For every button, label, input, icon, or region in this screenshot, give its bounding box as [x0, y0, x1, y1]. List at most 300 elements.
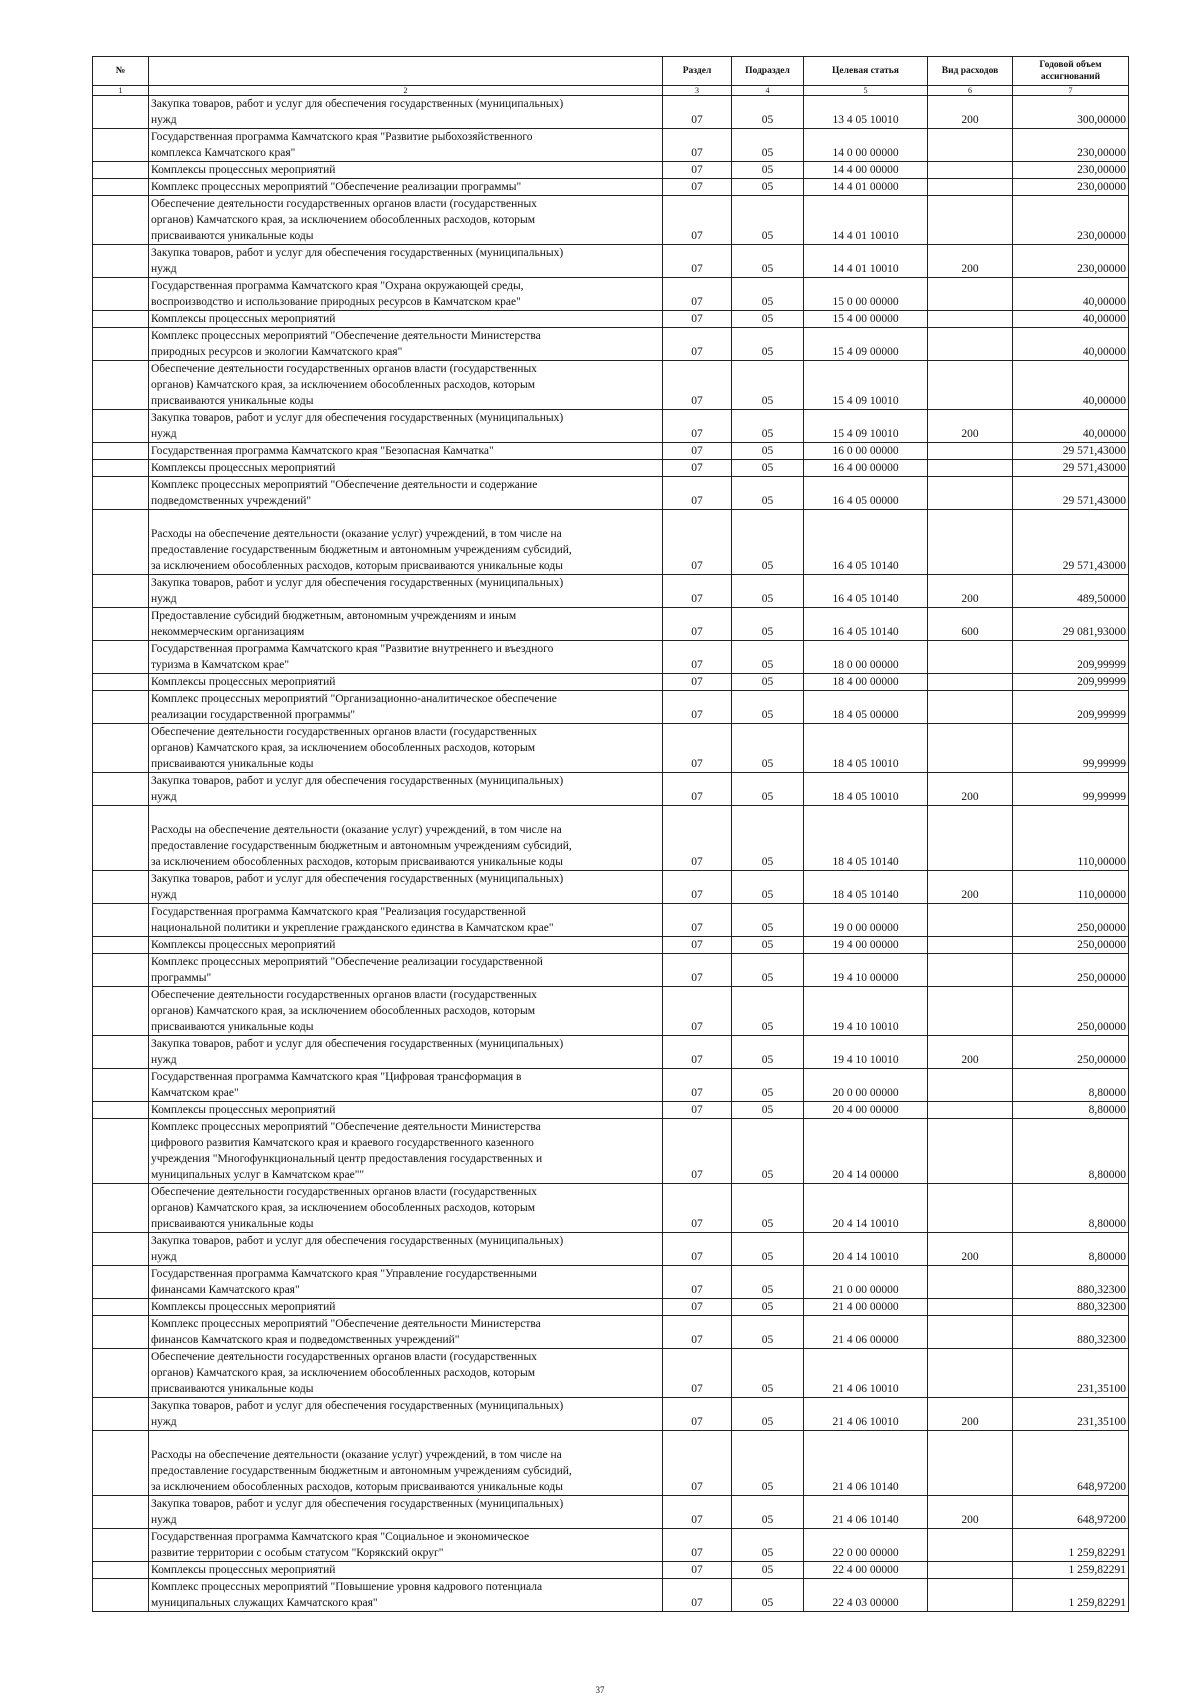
cell-vid: 600 — [928, 608, 1013, 641]
cell-celevaya: 20 4 14 00000 — [804, 1119, 928, 1184]
cell-vid: 200 — [928, 1233, 1013, 1266]
table-row — [93, 1069, 1129, 1102]
cell-name: Государственная программа Камчатского края "Управление государственными финансами Камчатского края" — [149, 1266, 663, 1299]
cell-amount: 40,00000 — [1013, 410, 1129, 443]
table-row — [93, 691, 1129, 724]
cell-num — [93, 1579, 149, 1612]
cell-podrazdel: 05 — [732, 1069, 804, 1102]
cell-amount: 99,99999 — [1013, 724, 1129, 773]
cell-num — [93, 1069, 149, 1102]
cell-name: Комплексы процессных мероприятий — [149, 311, 663, 328]
header-celevaya: Целевая статья — [804, 57, 928, 86]
cell-podrazdel: 05 — [732, 179, 804, 196]
cell-razdel: 07 — [663, 1119, 732, 1184]
cell-name: Закупка товаров, работ и услуг для обеспечения государственных (муниципальных) нужд — [149, 245, 663, 278]
cell-podrazdel: 05 — [732, 1299, 804, 1316]
table-row — [93, 245, 1129, 278]
table-row — [93, 1233, 1129, 1266]
cell-amount: 250,00000 — [1013, 937, 1129, 954]
cell-celevaya: 14 4 01 00000 — [804, 179, 928, 196]
table-row — [93, 443, 1129, 460]
cell-celevaya: 22 4 03 00000 — [804, 1579, 928, 1612]
cell-razdel: 07 — [663, 179, 732, 196]
cell-razdel: 07 — [663, 806, 732, 871]
header-name — [149, 57, 663, 86]
table-row — [93, 773, 1129, 806]
cell-razdel: 07 — [663, 937, 732, 954]
cell-name: Закупка товаров, работ и услуг для обеспечения государственных (муниципальных) нужд — [149, 575, 663, 608]
cell-celevaya: 19 4 10 10010 — [804, 987, 928, 1036]
cell-celevaya: 15 4 00 00000 — [804, 311, 928, 328]
table-row — [93, 96, 1129, 129]
cell-vid — [928, 129, 1013, 162]
table-row — [93, 1579, 1129, 1612]
cell-podrazdel: 05 — [732, 443, 804, 460]
cell-celevaya: 20 4 14 10010 — [804, 1184, 928, 1233]
cell-name: Комплекс процессных мероприятий "Обеспечение реализации государственной программы" — [149, 954, 663, 987]
cell-podrazdel: 05 — [732, 162, 804, 179]
cell-podrazdel: 05 — [732, 806, 804, 871]
cell-podrazdel: 05 — [732, 1119, 804, 1184]
cell-podrazdel: 05 — [732, 904, 804, 937]
table-row — [93, 1562, 1129, 1579]
table-header-row — [93, 57, 1129, 86]
cell-razdel: 07 — [663, 443, 732, 460]
cell-vid — [928, 311, 1013, 328]
cell-name: Комплекс процессных мероприятий "Обеспечение деятельности Министерства природных ресурсов и экологии Камчатского края" — [149, 328, 663, 361]
cell-razdel: 07 — [663, 1184, 732, 1233]
cell-num — [93, 1529, 149, 1562]
cell-amount: 8,80000 — [1013, 1069, 1129, 1102]
cell-razdel: 07 — [663, 278, 732, 311]
cell-celevaya: 18 0 00 00000 — [804, 641, 928, 674]
cell-num — [93, 1266, 149, 1299]
cell-celevaya: 16 4 05 00000 — [804, 477, 928, 510]
cell-amount: 231,35100 — [1013, 1398, 1129, 1431]
cell-name: Государственная программа Камчатского края "Развитие внутреннего и въездного туризма в Камчатском крае" — [149, 641, 663, 674]
cell-name: Закупка товаров, работ и услуг для обеспечения государственных (муниципальных) нужд — [149, 1496, 663, 1529]
cell-vid — [928, 278, 1013, 311]
table-row — [93, 477, 1129, 510]
cell-name: Государственная программа Камчатского края "Безопасная Камчатка" — [149, 443, 663, 460]
cell-podrazdel: 05 — [732, 129, 804, 162]
cell-amount: 230,00000 — [1013, 179, 1129, 196]
cell-name: Комплексы процессных мероприятий — [149, 1102, 663, 1119]
cell-vid — [928, 1316, 1013, 1349]
cell-celevaya: 19 4 10 00000 — [804, 954, 928, 987]
table-row — [93, 179, 1129, 196]
cell-razdel: 07 — [663, 575, 732, 608]
table-row — [93, 1299, 1129, 1316]
cell-name: Закупка товаров, работ и услуг для обеспечения государственных (муниципальных) нужд — [149, 410, 663, 443]
cell-num — [93, 674, 149, 691]
cell-num — [93, 608, 149, 641]
header-num: № — [93, 57, 149, 86]
cell-amount: 209,99999 — [1013, 674, 1129, 691]
cell-name: Предоставление субсидий бюджетным, автономным учреждениям и иным некоммерческим организациям — [149, 608, 663, 641]
cell-podrazdel: 05 — [732, 311, 804, 328]
table-row — [93, 937, 1129, 954]
table-row — [93, 410, 1129, 443]
cell-celevaya: 14 4 01 10010 — [804, 196, 928, 245]
cell-celevaya: 21 0 00 00000 — [804, 1266, 928, 1299]
cell-podrazdel: 05 — [732, 987, 804, 1036]
cell-razdel: 07 — [663, 410, 732, 443]
cell-razdel: 07 — [663, 608, 732, 641]
cell-name: Расходы на обеспечение деятельности (оказание услуг) учреждений, в том числе на предоставление государственным бюджетным и автономным учреждениям субсидий, за исключением обособленных расходов, которым присваиваются уникальные коды — [149, 1431, 663, 1496]
cell-amount: 880,32300 — [1013, 1299, 1129, 1316]
cell-name: Комплексы процессных мероприятий — [149, 460, 663, 477]
cell-celevaya: 18 4 05 10010 — [804, 773, 928, 806]
cell-vid — [928, 477, 1013, 510]
cell-num — [93, 1299, 149, 1316]
cell-num — [93, 987, 149, 1036]
cell-vid — [928, 162, 1013, 179]
cell-podrazdel: 05 — [732, 1496, 804, 1529]
cell-razdel: 07 — [663, 129, 732, 162]
cell-razdel: 07 — [663, 674, 732, 691]
cell-amount: 250,00000 — [1013, 987, 1129, 1036]
cell-celevaya: 21 4 06 10010 — [804, 1349, 928, 1398]
cell-celevaya: 16 4 05 10140 — [804, 510, 928, 575]
cell-name: Государственная программа Камчатского края "Цифровая трансформация в Камчатском крае" — [149, 1069, 663, 1102]
table-row — [93, 987, 1129, 1036]
cell-num — [93, 129, 149, 162]
cell-name: Закупка товаров, работ и услуг для обеспечения государственных (муниципальных) нужд — [149, 1398, 663, 1431]
cell-celevaya: 14 0 00 00000 — [804, 129, 928, 162]
cell-amount: 250,00000 — [1013, 904, 1129, 937]
cell-podrazdel: 05 — [732, 1102, 804, 1119]
cell-amount: 648,97200 — [1013, 1431, 1129, 1496]
cell-name: Комплексы процессных мероприятий — [149, 1562, 663, 1579]
cell-name: Расходы на обеспечение деятельности (оказание услуг) учреждений, в том числе на предоставление государственным бюджетным и автономным учреждениям субсидий, за исключением обособленных расходов, которым присваиваются уникальные коды — [149, 806, 663, 871]
cell-name: Закупка товаров, работ и услуг для обеспечения государственных (муниципальных) нужд — [149, 1036, 663, 1069]
cell-name: Комплекс процессных мероприятий "Обеспечение деятельности Министерства цифрового развития Камчатского края и краевого государственного казенного учреждения "Многофункциональный центр предоставления государственных и муниципальных услуг в Камчатском крае"" — [149, 1119, 663, 1184]
cell-vid: 200 — [928, 245, 1013, 278]
cell-podrazdel: 05 — [732, 937, 804, 954]
cell-name: Комплексы процессных мероприятий — [149, 937, 663, 954]
cell-vid — [928, 1562, 1013, 1579]
cell-num — [93, 96, 149, 129]
table-row — [93, 328, 1129, 361]
cell-name: Обеспечение деятельности государственных органов власти (государственных органов) Камчатского края, за исключением обособленных расходов, которым присваиваются уникальные коды — [149, 1349, 663, 1398]
cell-name: Расходы на обеспечение деятельности (оказание услуг) учреждений, в том числе на предоставление государственным бюджетным и автономным учреждениям субсидий, за исключением обособленных расходов, которым присваиваются уникальные коды — [149, 510, 663, 575]
cell-num — [93, 311, 149, 328]
header-vid: Вид расходов — [928, 57, 1013, 86]
cell-amount: 110,00000 — [1013, 806, 1129, 871]
cell-num — [93, 1316, 149, 1349]
page-number: 37 — [595, 1685, 605, 1695]
table-row — [93, 575, 1129, 608]
cell-vid — [928, 954, 1013, 987]
cell-vid — [928, 904, 1013, 937]
table-row — [93, 806, 1129, 871]
cell-razdel: 07 — [663, 162, 732, 179]
cell-podrazdel: 05 — [732, 773, 804, 806]
cell-vid — [928, 1266, 1013, 1299]
cell-razdel: 07 — [663, 1036, 732, 1069]
cell-celevaya: 15 4 09 10010 — [804, 410, 928, 443]
cell-amount: 29 571,43000 — [1013, 477, 1129, 510]
table-row — [93, 1119, 1129, 1184]
table-row — [93, 724, 1129, 773]
cell-razdel: 07 — [663, 1398, 732, 1431]
cell-num — [93, 278, 149, 311]
cell-num — [93, 904, 149, 937]
cell-celevaya: 14 4 01 10010 — [804, 245, 928, 278]
budget-table — [92, 56, 1129, 1612]
column-number: 1 — [93, 86, 149, 96]
table-row — [93, 674, 1129, 691]
cell-celevaya: 21 4 06 10010 — [804, 1398, 928, 1431]
cell-celevaya: 15 4 09 10010 — [804, 361, 928, 410]
cell-podrazdel: 05 — [732, 674, 804, 691]
table-row — [93, 1496, 1129, 1529]
column-number: 6 — [928, 86, 1013, 96]
cell-celevaya: 21 4 00 00000 — [804, 1299, 928, 1316]
cell-num — [93, 245, 149, 278]
cell-podrazdel: 05 — [732, 641, 804, 674]
cell-podrazdel: 05 — [732, 245, 804, 278]
cell-vid — [928, 196, 1013, 245]
cell-podrazdel: 05 — [732, 196, 804, 245]
cell-razdel: 07 — [663, 196, 732, 245]
cell-razdel: 07 — [663, 510, 732, 575]
cell-celevaya: 18 4 00 00000 — [804, 674, 928, 691]
cell-vid: 200 — [928, 410, 1013, 443]
cell-razdel: 07 — [663, 773, 732, 806]
cell-razdel: 07 — [663, 1233, 732, 1266]
column-number: 5 — [804, 86, 928, 96]
table-row — [93, 361, 1129, 410]
cell-podrazdel: 05 — [732, 410, 804, 443]
header-godovoy: Годовой объем ассигнований — [1013, 57, 1129, 86]
cell-num — [93, 937, 149, 954]
cell-celevaya: 20 4 14 10010 — [804, 1233, 928, 1266]
cell-razdel: 07 — [663, 1562, 732, 1579]
header-razdel: Раздел — [663, 57, 732, 86]
cell-name: Государственная программа Камчатского края "Социальное и экономическое развитие территории с особым статусом "Корякский округ" — [149, 1529, 663, 1562]
cell-podrazdel: 05 — [732, 1398, 804, 1431]
cell-podrazdel: 05 — [732, 96, 804, 129]
cell-num — [93, 806, 149, 871]
cell-razdel: 07 — [663, 328, 732, 361]
cell-vid — [928, 1529, 1013, 1562]
cell-celevaya: 16 4 05 10140 — [804, 608, 928, 641]
table-row — [93, 510, 1129, 575]
cell-razdel: 07 — [663, 1496, 732, 1529]
cell-celevaya: 22 4 00 00000 — [804, 1562, 928, 1579]
cell-vid — [928, 1184, 1013, 1233]
cell-celevaya: 18 4 05 10140 — [804, 871, 928, 904]
cell-razdel: 07 — [663, 1069, 732, 1102]
cell-celevaya: 15 4 09 00000 — [804, 328, 928, 361]
cell-num — [93, 361, 149, 410]
cell-vid — [928, 443, 1013, 460]
cell-vid — [928, 1069, 1013, 1102]
table-row — [93, 954, 1129, 987]
cell-razdel: 07 — [663, 1316, 732, 1349]
cell-razdel: 07 — [663, 987, 732, 1036]
cell-razdel: 07 — [663, 311, 732, 328]
cell-celevaya: 20 4 00 00000 — [804, 1102, 928, 1119]
cell-num — [93, 1119, 149, 1184]
cell-podrazdel: 05 — [732, 1562, 804, 1579]
cell-vid: 200 — [928, 871, 1013, 904]
cell-vid — [928, 361, 1013, 410]
cell-num — [93, 1349, 149, 1398]
table-row — [93, 1036, 1129, 1069]
table-row — [93, 129, 1129, 162]
cell-razdel: 07 — [663, 361, 732, 410]
cell-celevaya: 19 0 00 00000 — [804, 904, 928, 937]
cell-vid: 200 — [928, 96, 1013, 129]
cell-amount: 29 571,43000 — [1013, 443, 1129, 460]
cell-razdel: 07 — [663, 245, 732, 278]
cell-amount: 8,80000 — [1013, 1184, 1129, 1233]
cell-vid: 200 — [928, 773, 1013, 806]
cell-podrazdel: 05 — [732, 608, 804, 641]
cell-podrazdel: 05 — [732, 1233, 804, 1266]
cell-vid — [928, 1119, 1013, 1184]
cell-podrazdel: 05 — [732, 460, 804, 477]
cell-vid — [928, 1431, 1013, 1496]
cell-num — [93, 954, 149, 987]
cell-celevaya: 21 4 06 10140 — [804, 1496, 928, 1529]
cell-celevaya: 13 4 05 10010 — [804, 96, 928, 129]
table-row — [93, 1102, 1129, 1119]
cell-celevaya: 21 4 06 00000 — [804, 1316, 928, 1349]
cell-name: Комплексы процессных мероприятий — [149, 162, 663, 179]
cell-amount: 230,00000 — [1013, 245, 1129, 278]
cell-name: Закупка товаров, работ и услуг для обеспечения государственных (муниципальных) нужд — [149, 1233, 663, 1266]
cell-name: Комплексы процессных мероприятий — [149, 1299, 663, 1316]
cell-vid — [928, 987, 1013, 1036]
cell-celevaya: 18 4 05 10140 — [804, 806, 928, 871]
cell-name: Комплекс процессных мероприятий "Организационно-аналитическое обеспечение реализации государственной программы" — [149, 691, 663, 724]
cell-name: Комплексы процессных мероприятий — [149, 674, 663, 691]
cell-celevaya: 19 4 10 10010 — [804, 1036, 928, 1069]
cell-podrazdel: 05 — [732, 691, 804, 724]
cell-num — [93, 1102, 149, 1119]
cell-num — [93, 641, 149, 674]
cell-amount: 250,00000 — [1013, 954, 1129, 987]
column-number-row — [93, 86, 1129, 96]
cell-num — [93, 575, 149, 608]
cell-razdel: 07 — [663, 1431, 732, 1496]
table-row — [93, 162, 1129, 179]
table-row — [93, 1266, 1129, 1299]
cell-num — [93, 328, 149, 361]
cell-num — [93, 510, 149, 575]
table-row — [93, 278, 1129, 311]
cell-amount: 8,80000 — [1013, 1102, 1129, 1119]
cell-celevaya: 14 4 00 00000 — [804, 162, 928, 179]
cell-amount: 99,99999 — [1013, 773, 1129, 806]
cell-num — [93, 179, 149, 196]
cell-amount: 300,00000 — [1013, 96, 1129, 129]
table-row — [93, 871, 1129, 904]
cell-celevaya: 16 4 05 10140 — [804, 575, 928, 608]
cell-podrazdel: 05 — [732, 477, 804, 510]
cell-amount: 209,99999 — [1013, 641, 1129, 674]
column-number: 2 — [149, 86, 663, 96]
table-row — [93, 1431, 1129, 1496]
cell-name: Обеспечение деятельности государственных органов власти (государственных органов) Камчатского края, за исключением обособленных расходов, которым присваиваются уникальные коды — [149, 361, 663, 410]
cell-podrazdel: 05 — [732, 361, 804, 410]
cell-name: Комплекс процессных мероприятий "Обеспечение реализации программы" — [149, 179, 663, 196]
cell-vid — [928, 1102, 1013, 1119]
cell-amount: 40,00000 — [1013, 361, 1129, 410]
cell-celevaya: 18 4 05 10010 — [804, 724, 928, 773]
table-row — [93, 460, 1129, 477]
cell-amount: 1 259,82291 — [1013, 1562, 1129, 1579]
cell-num — [93, 691, 149, 724]
table-row — [93, 1316, 1129, 1349]
cell-num — [93, 871, 149, 904]
cell-vid — [928, 674, 1013, 691]
cell-num — [93, 162, 149, 179]
cell-amount: 230,00000 — [1013, 162, 1129, 179]
cell-amount: 1 259,82291 — [1013, 1579, 1129, 1612]
table-row — [93, 1349, 1129, 1398]
cell-vid — [928, 510, 1013, 575]
cell-vid — [928, 460, 1013, 477]
cell-amount: 230,00000 — [1013, 196, 1129, 245]
cell-vid — [928, 806, 1013, 871]
cell-podrazdel: 05 — [732, 1184, 804, 1233]
cell-razdel: 07 — [663, 691, 732, 724]
cell-amount: 1 259,82291 — [1013, 1529, 1129, 1562]
cell-amount: 110,00000 — [1013, 871, 1129, 904]
cell-name: Обеспечение деятельности государственных органов власти (государственных органов) Камчатского края, за исключением обособленных расходов, которым присваиваются уникальные коды — [149, 724, 663, 773]
cell-celevaya: 22 0 00 00000 — [804, 1529, 928, 1562]
cell-amount: 40,00000 — [1013, 311, 1129, 328]
cell-celevaya: 21 4 06 10140 — [804, 1431, 928, 1496]
cell-amount: 8,80000 — [1013, 1119, 1129, 1184]
cell-name: Государственная программа Камчатского края "Охрана окружающей среды, воспроизводство и использование природных ресурсов в Камчатском крае" — [149, 278, 663, 311]
table-row — [93, 311, 1129, 328]
table-row — [93, 608, 1129, 641]
cell-podrazdel: 05 — [732, 1266, 804, 1299]
cell-vid — [928, 328, 1013, 361]
cell-podrazdel: 05 — [732, 1431, 804, 1496]
cell-name: Комплекс процессных мероприятий "Обеспечение деятельности и содержание подведомственных учреждений" — [149, 477, 663, 510]
cell-vid — [928, 641, 1013, 674]
table-row — [93, 904, 1129, 937]
cell-name: Государственная программа Камчатского края "Развитие рыбохозяйственного комплекса Камчатского края" — [149, 129, 663, 162]
table-row — [93, 1184, 1129, 1233]
cell-name: Закупка товаров, работ и услуг для обеспечения государственных (муниципальных) нужд — [149, 871, 663, 904]
table-row — [93, 196, 1129, 245]
cell-name: Комплекс процессных мероприятий "Повышение уровня кадрового потенциала муниципальных служащих Камчатского края" — [149, 1579, 663, 1612]
cell-vid: 200 — [928, 1398, 1013, 1431]
cell-num — [93, 1431, 149, 1496]
cell-celevaya: 16 4 00 00000 — [804, 460, 928, 477]
cell-name: Государственная программа Камчатского края "Реализация государственной национальной политики и укрепление гражданского единства в Камчатском крае" — [149, 904, 663, 937]
cell-razdel: 07 — [663, 1102, 732, 1119]
cell-num — [93, 1398, 149, 1431]
cell-podrazdel: 05 — [732, 724, 804, 773]
column-number: 7 — [1013, 86, 1129, 96]
cell-num — [93, 1036, 149, 1069]
cell-amount: 648,97200 — [1013, 1496, 1129, 1529]
cell-amount: 40,00000 — [1013, 278, 1129, 311]
cell-num — [93, 1562, 149, 1579]
cell-podrazdel: 05 — [732, 575, 804, 608]
cell-vid: 200 — [928, 575, 1013, 608]
cell-podrazdel: 05 — [732, 1579, 804, 1612]
